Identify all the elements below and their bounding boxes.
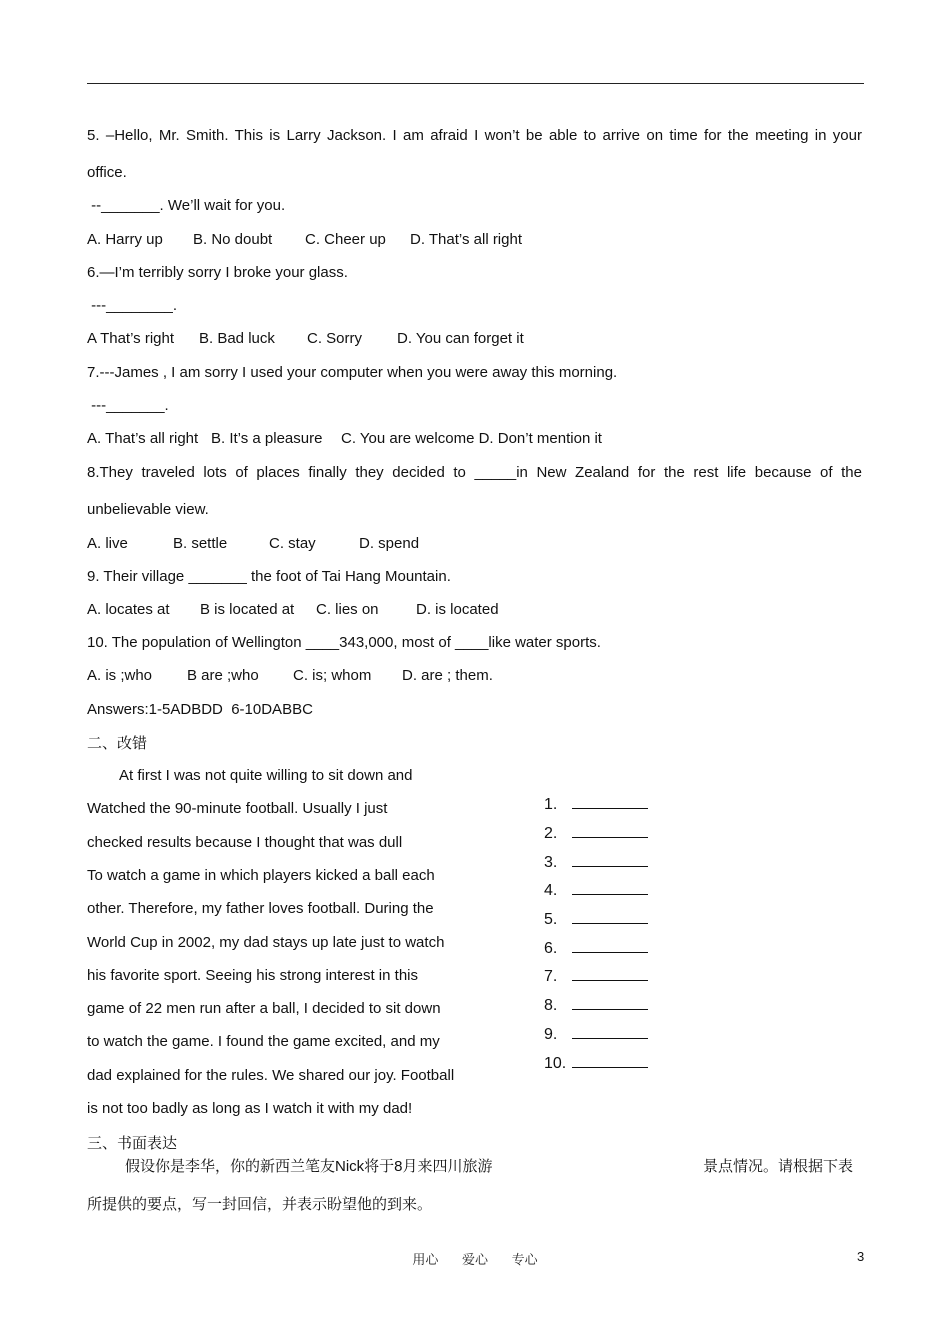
passage-line-11: is not too badly as long as I watch it with my dad! [87, 1100, 413, 1117]
q10-option-b: B are ;who [187, 667, 259, 684]
blank-line [572, 853, 648, 867]
section-3-title: 三、书面表达 [87, 1135, 178, 1152]
q5-options [87, 231, 522, 249]
writing-prompt-line-2: 所提供的要点，写一封回信，并表示盼望他的到来。 [87, 1196, 433, 1213]
header-rule [87, 83, 864, 84]
correction-blank[interactable] [544, 996, 648, 1015]
q6-options [87, 330, 524, 348]
q5-line-3: --_______. We’ll wait for you. [87, 197, 286, 214]
q8-option-d: D. spend [359, 535, 420, 552]
correction-blank[interactable] [544, 881, 648, 900]
blank-number: 6. [544, 940, 558, 957]
blank-number: 1. [544, 796, 558, 813]
q10-options [87, 667, 493, 685]
blank-line [572, 910, 648, 924]
blank-number: 4. [544, 882, 558, 899]
q8-line-2: unbelievable view. [87, 501, 209, 518]
blank-line [572, 939, 648, 953]
blank-line [572, 881, 648, 895]
footer-item: 用心 [412, 1252, 439, 1267]
section-2-title: 二、改错 [87, 735, 148, 752]
passage-line-10: dad explained for the rules. We shared our joy. Football [87, 1067, 455, 1084]
blank-number: 10. [544, 1055, 567, 1072]
blank-number: 2. [544, 825, 558, 842]
answer-key: Answers:1-5ADBDD 6-10DABBC [87, 701, 313, 718]
writing-prompt-right: 景点情况。请根据下表 [703, 1158, 854, 1175]
blank-line [572, 1025, 648, 1039]
q6-option-d: D. You can forget it [397, 330, 524, 347]
q5-line-2: office. [87, 164, 127, 181]
passage-line-9: to watch the game. I found the game excited, and my [87, 1033, 440, 1050]
q9-line-1: 9. Their village _______ the foot of Tai Hang Mountain. [87, 568, 451, 585]
q7-option-a: A. That’s all right [87, 430, 199, 447]
blank-number: 8. [544, 997, 558, 1014]
q8-options [87, 535, 419, 553]
blank-number: 5. [544, 911, 558, 928]
q6-line-1: 6.—I’m terribly sorry I broke your glass. [87, 264, 348, 281]
q10-line-1: 10. The population of Wellington ____343,000, most of ____like water sports. [87, 634, 601, 651]
passage-line-4: To watch a game in which players kicked a ball each [87, 867, 435, 884]
q5-option-d: D. That’s all right [410, 231, 522, 248]
q9-options [87, 601, 499, 619]
blank-line [572, 824, 648, 838]
correction-blank[interactable] [544, 795, 648, 814]
footer-item: 爱心 [461, 1252, 488, 1267]
blank-line [572, 795, 648, 809]
correction-blank[interactable] [544, 853, 648, 872]
writing-prompt-left: 假设你是李华，你的新西兰笔友Nick将于8月来四川旅游 [125, 1158, 493, 1175]
footer-item: 专心 [511, 1252, 538, 1267]
correction-blank[interactable] [544, 1025, 648, 1044]
q8-line-1: 8.They traveled lots of places finally they decided to _____in New Zealand for the rest life because of the [87, 464, 862, 481]
q6-option-a: A That’s right [87, 330, 174, 347]
correction-blank[interactable] [544, 824, 648, 843]
q7-option-b: B. It’s a pleasure [211, 430, 323, 447]
q5-option-a: A. Harry up [87, 231, 163, 248]
passage-line-7: his favorite sport. Seeing his strong interest in this [87, 967, 418, 984]
correction-blank[interactable] [544, 967, 648, 986]
q5-option-c: C. Cheer up [305, 231, 386, 248]
q9-option-d: D. is located [416, 601, 499, 618]
q10-option-a: A. is ;who [87, 667, 153, 684]
passage-line-3: checked results because I thought that was dull [87, 834, 403, 851]
q8-option-c: C. stay [269, 535, 316, 552]
q6-option-c: C. Sorry [307, 330, 363, 347]
q9-option-a: A. locates at [87, 601, 170, 618]
blank-line [572, 967, 648, 981]
passage-line-5: other. Therefore, my father loves football. During the [87, 900, 434, 917]
page-footer [0, 1249, 950, 1268]
q7-options [87, 430, 602, 448]
q5-option-b: B. No doubt [193, 231, 273, 248]
passage-line-8: game of 22 men run after a ball, I decided to sit down [87, 1000, 441, 1017]
q6-line-2: ---________. [87, 297, 178, 314]
blank-line [572, 996, 648, 1010]
correction-blank[interactable] [544, 1054, 648, 1073]
blank-number: 3. [544, 854, 558, 871]
q9-option-c: C. lies on [316, 601, 379, 618]
q10-option-d: D. are ; them. [402, 667, 493, 684]
correction-blank[interactable] [544, 910, 648, 929]
q8-option-a: A. live [87, 535, 128, 552]
q9-option-b: B is located at [200, 601, 295, 618]
passage-line-1: At first I was not quite willing to sit down and [119, 767, 413, 784]
q7-line-2: ---_______. [87, 397, 169, 414]
blank-number: 7. [544, 968, 558, 985]
blank-line [572, 1054, 648, 1068]
q7-line-1: 7.---James , I am sorry I used your computer when you were away this morning. [87, 364, 618, 381]
page-number: 3 [857, 1249, 865, 1264]
q8-option-b: B. settle [173, 535, 228, 552]
blank-number: 9. [544, 1026, 558, 1043]
passage-line-2: Watched the 90-minute football. Usually I just [87, 800, 388, 817]
q5-line-1: 5. –Hello, Mr. Smith. This is Larry Jackson. I am afraid I won’t be able to arrive on time for the meeting in your [87, 127, 862, 144]
correction-blank[interactable] [544, 939, 648, 958]
q7-option-c: C. You are welcome D. Don’t mention it [341, 430, 602, 447]
q6-option-b: B. Bad luck [199, 330, 275, 347]
q10-option-c: C. is; whom [293, 667, 372, 684]
passage-line-6: World Cup in 2002, my dad stays up late just to watch [87, 934, 445, 951]
